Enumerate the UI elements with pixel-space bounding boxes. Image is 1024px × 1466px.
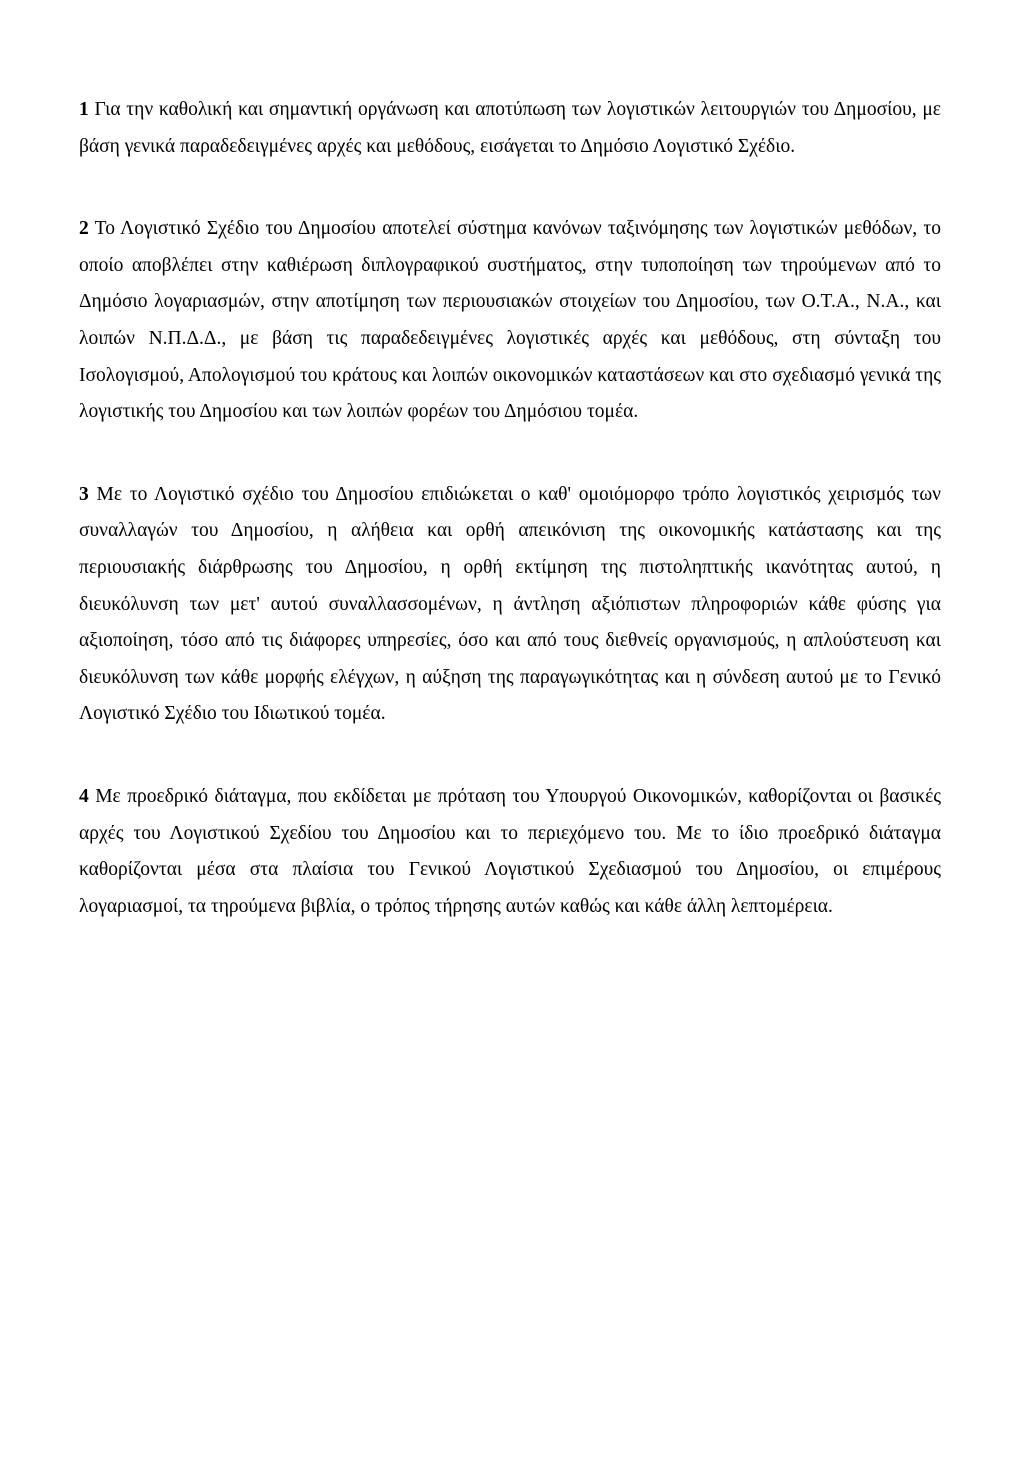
paragraph-number: 3 xyxy=(79,483,89,505)
paragraph-number: 2 xyxy=(79,218,89,240)
paragraph-text: Με προεδρικό διάταγμα, που εκδίδεται με πρόταση του Υπουργού Οικονομικών, καθορίζονται οι βασικές αρχές του Λογιστικού Σχεδίου του Δημοσίου και το περιεχόμενο του. Με το ίδιο προεδρικό διάταγμα καθορίζονται μέσα στα πλαίσια του Γενικού Λογιστικού Σχεδιασμού του Δημοσίου, οι επιμέρους λογαριασμοί, τα τηρούμενα βιβλία, ο τρόπος τήρησης αυτών καθώς και κάθε άλλη λεπτομέρεια. xyxy=(79,785,941,917)
paragraph-text: Το Λογιστικό Σχέδιο του Δημοσίου αποτελεί σύστημα κανόνων ταξινόμησης των λογιστικών μεθόδων, το οποίο αποβλέπει στην καθιέρωση διπλογραφικού συστήματος, στην τυποποίηση των τηρούμενων από το Δημόσιο λογαριασμών, στην αποτίμηση των περιουσιακών στοιχείων του Δημοσίου, των Ο.Τ.Α., Ν.Α., και λοιπών Ν.Π.Δ.Δ., με βάση τις παραδεδειγμένες λογιστικές αρχές και μεθόδους, στη σύνταξη του Ισολογισμού, Απολογισμού του κράτους και λοιπών οικονομικών καταστάσεων και στο σχεδιασμό γενικά της λογιστικής του Δημοσίου και των λοιπών φορέων του Δημόσιου τομέα. xyxy=(79,218,941,423)
paragraph-3 xyxy=(79,477,941,733)
paragraph-number: 1 xyxy=(79,99,89,120)
paragraph-4 xyxy=(79,779,941,925)
document-page xyxy=(79,92,941,925)
paragraph-1 xyxy=(79,92,941,165)
paragraph-text: Με το Λογιστικό σχέδιο του Δημοσίου επιδιώκεται ο καθ' ομοιόμορφο τρόπο λογιστικός χειρισμός των συναλλαγών του Δημοσίου, η αλήθεια και ορθή απεικόνιση της οικονομικής κατάστασης και της περιουσιακής διάρθρωσης του Δημοσίου, η ορθή εκτίμηση της πιστοληπτικής ικανότητας αυτού, η διευκόλυνση των μετ' αυτού συναλλασσομένων, η άντληση αξιόπιστων πληροφοριών κάθε φύσης για αξιοποίηση, τόσο από τις διάφορες υπηρεσίες, όσο και από τους διεθνείς οργανισμούς, η απλούστευση και διευκόλυνση των κάθε μορφής ελέγχων, η αύξηση της παραγωγικότητας και η σύνδεση αυτού με το Γενικό Λογιστικό Σχέδιο του Ιδιωτικού τομέα. xyxy=(79,483,941,725)
paragraph-2 xyxy=(79,211,941,431)
paragraph-text: Για την καθολική και σημαντική οργάνωση και αποτύπωση των λογιστικών λειτουργιών του Δημοσίου, με βάση γενικά παραδεδειγμένες αρχές και μεθόδους, εισάγεται το Δημόσιο Λογιστικό Σχέδιο. xyxy=(79,99,941,157)
paragraph-number: 4 xyxy=(79,785,89,807)
